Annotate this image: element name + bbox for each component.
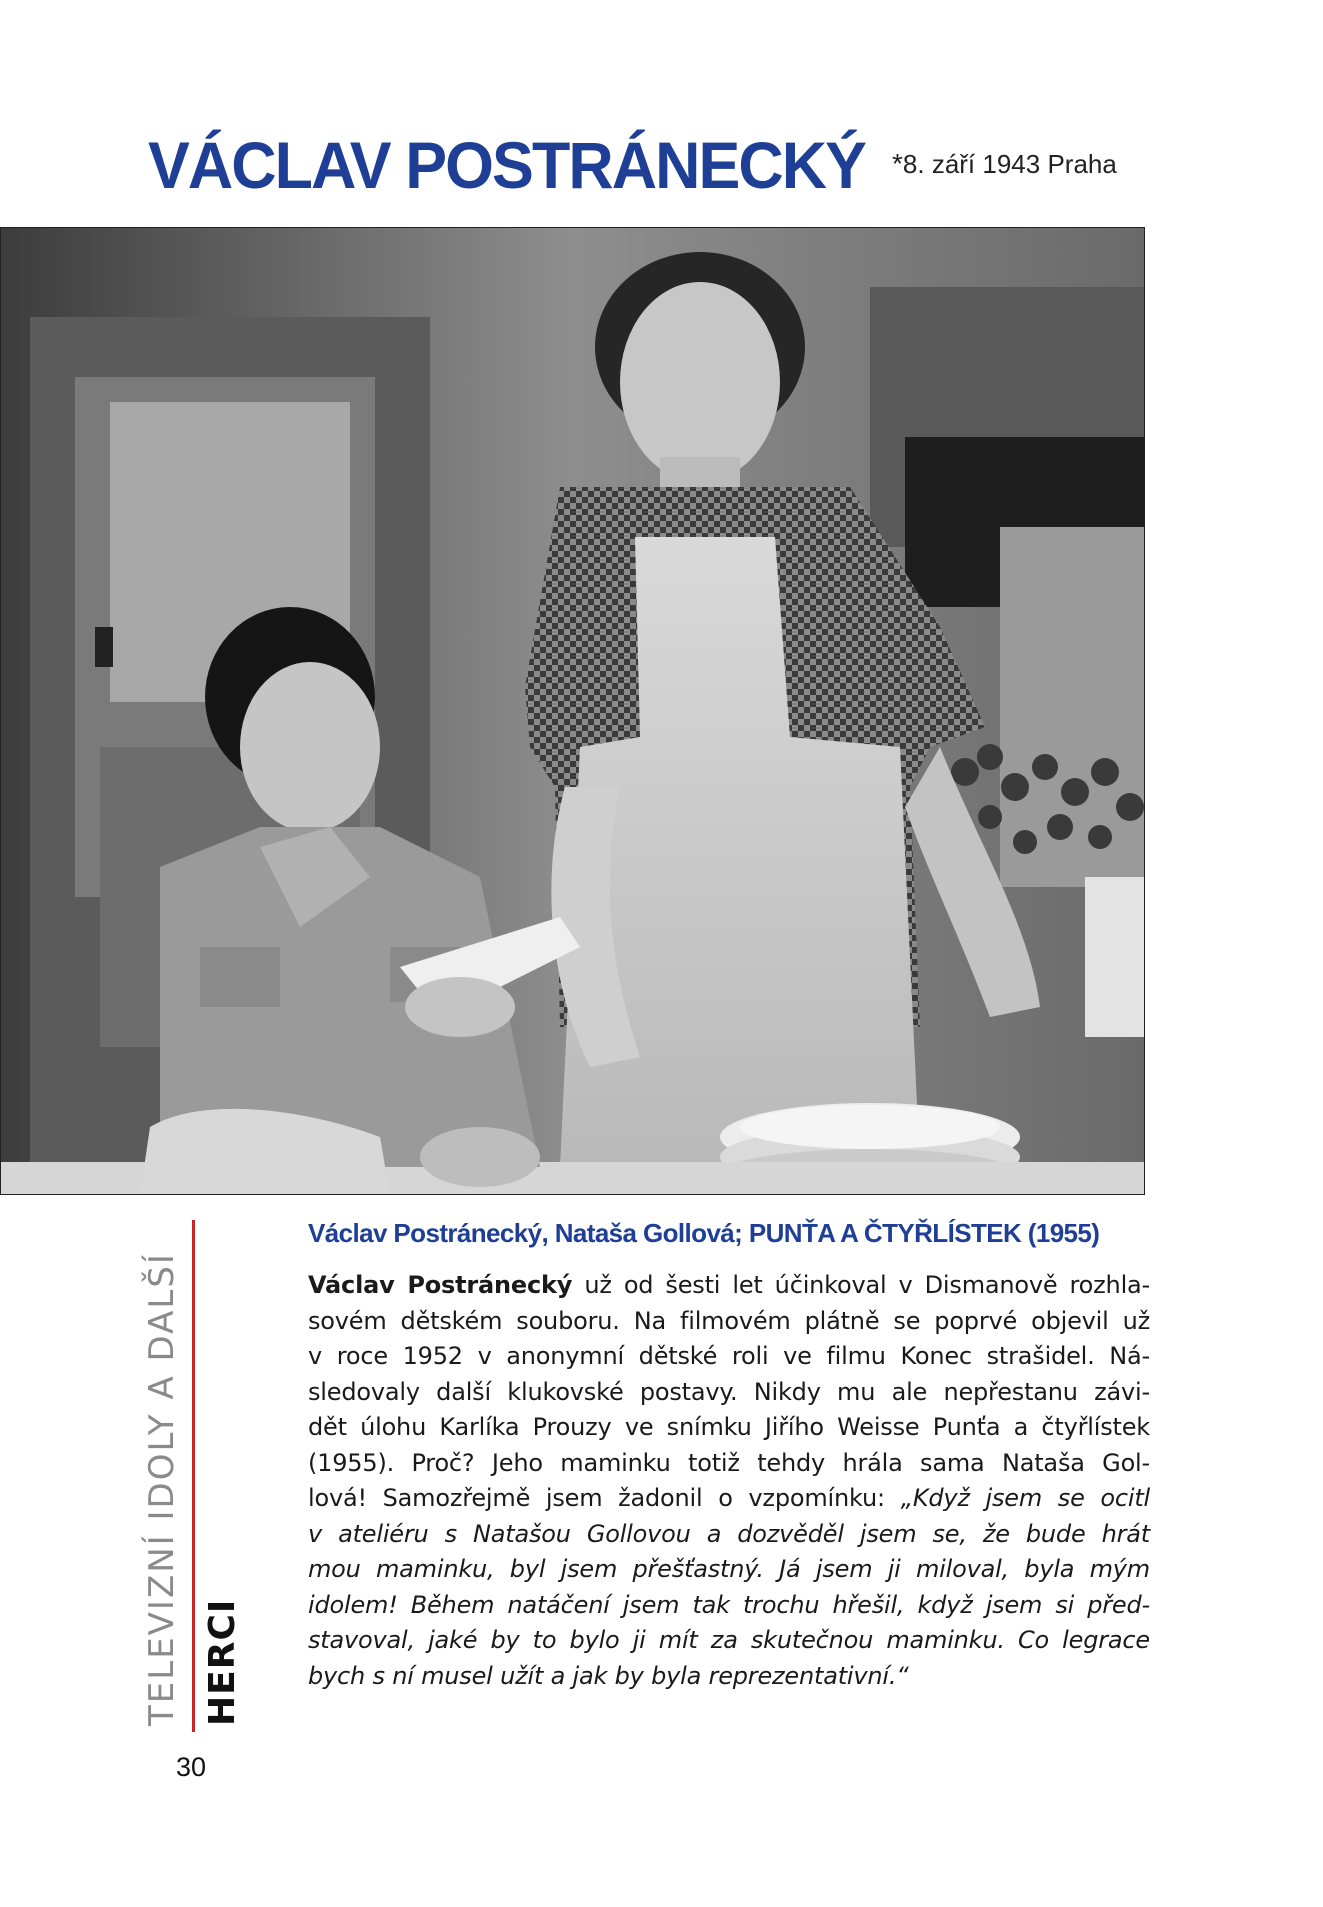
body-line: Václav Postránecký už od šesti let účinkoval v Dismanově rozhla- — [308, 1271, 1150, 1299]
quote-text: „Když jsem se ocitl — [900, 1484, 1150, 1512]
body-line: dět úlohu Karlíka Prouzy ve snímku Jiřího Weisse Punťa a čtyřlístek — [308, 1413, 1150, 1441]
birth-date: 8. září 1943 Praha — [902, 149, 1117, 179]
quote-line: v ateliéru s Natašou Gollovou a dozvěděl jsem se, že bude hrát — [308, 1519, 1150, 1548]
photo-caption: Václav Postránecký, Nataša Gollová; PUNŤA A ČTYŘLÍSTEK (1955) — [308, 1218, 1100, 1248]
body-line: lová! Samozřejmě jsem žadonil o vzpomínku: „Když jsem se ocitl — [308, 1484, 1150, 1512]
sidebar-accent-rule — [192, 1220, 195, 1732]
page-title: VÁCLAV POSTRÁNECKÝ — [148, 128, 866, 202]
page-number: 30 — [176, 1752, 207, 1782]
photo-illustration — [0, 227, 1145, 1195]
body-line: (1955). Proč? Jeho maminku totiž tehdy hrála sama Nataša Gol- — [308, 1448, 1150, 1477]
quote-line: stavoval, jaké by to bylo ji mít za skutečnou maminku. Co legrace — [308, 1626, 1150, 1654]
quote-line: idolem! Během natáčení jsem tak trochu hřešil, když jsem si před- — [308, 1590, 1150, 1619]
article-body — [308, 1268, 1150, 1694]
person-name: Václav Postránecký — [308, 1271, 573, 1299]
body-line: sovém dětském souboru. Na filmovém plátně se poprvé objevil už — [308, 1306, 1150, 1335]
body-line: sledovaly další klukovské postavy. Nikdy mu ale nepřestanu závi- — [308, 1377, 1150, 1406]
quote-line: bych s ní musel užít a jak by byla reprezentativní.“ — [308, 1661, 909, 1690]
birth-info — [892, 148, 1117, 180]
quote-line: mou maminku, byl jsem přešťastný. Já jsem ji miloval, byla mým — [308, 1555, 1150, 1583]
body-line: v roce 1952 v anonymní dětské roli ve filmu Konec strašidel. Ná- — [308, 1342, 1150, 1370]
birth-star: * — [892, 148, 903, 179]
section-label: TELEVIZNÍ IDOLY A DALŠÍ — [142, 1252, 182, 1726]
subsection-label: HERCI — [202, 1598, 243, 1726]
film-still-photo — [0, 227, 1145, 1195]
